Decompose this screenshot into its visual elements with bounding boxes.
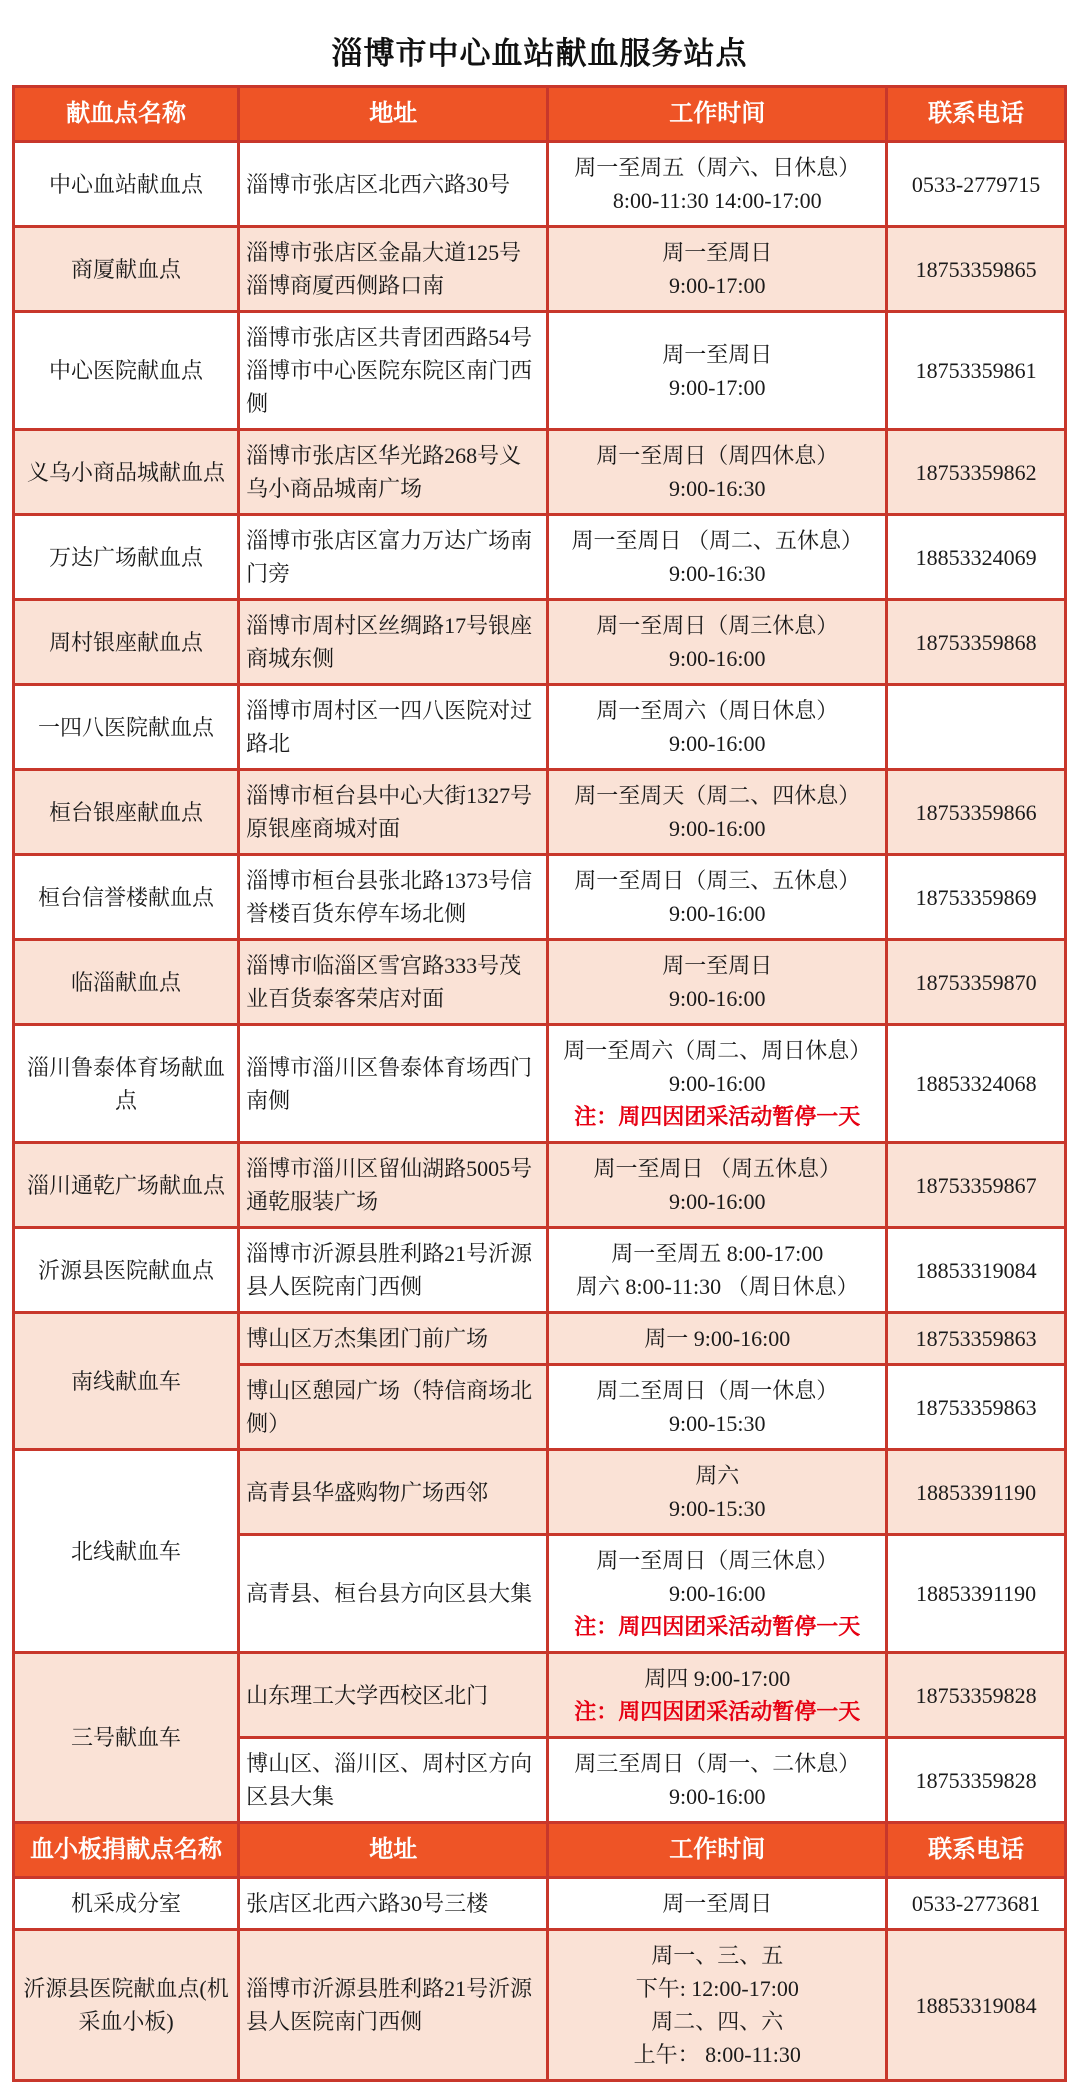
hours-line: 9:00-16:00 xyxy=(668,1581,766,1606)
hours-line: 周一至周日（周四休息） xyxy=(596,443,839,468)
station-name: 义乌小商品城献血点 xyxy=(14,430,239,515)
table-row xyxy=(14,312,1066,430)
hours-line: 周一至周日 xyxy=(662,341,773,367)
hours-line: 9:00-15:30 xyxy=(668,1496,766,1521)
station-hours xyxy=(548,1228,887,1313)
hours-line: 8:00-11:30 14:00-17:00 xyxy=(612,188,822,213)
hours-line: 周一至周日（周三休息） xyxy=(596,1548,839,1573)
header-cell-address: 地址 xyxy=(239,1823,548,1878)
table-row xyxy=(14,1878,1066,1930)
station-name: 一四八医院献血点 xyxy=(14,685,239,770)
station-phone: 18753359867 xyxy=(887,1143,1066,1228)
station-hours xyxy=(548,1878,887,1930)
station-phone: 18853319084 xyxy=(887,1228,1066,1313)
station-address: 张店区北西六路30号三楼 xyxy=(239,1878,548,1930)
header-cell-phone: 联系电话 xyxy=(887,87,1066,142)
station-phone: 18753359862 xyxy=(887,430,1066,515)
station-hours xyxy=(548,142,887,227)
table-row xyxy=(14,1025,1066,1143)
platelet-header-row xyxy=(14,1823,1066,1878)
hours-line: 周一至周日 （周五休息） xyxy=(593,1156,842,1181)
station-address: 淄博市桓台县中心大街1327号原银座商城对面 xyxy=(239,770,548,855)
station-address: 博山区、淄川区、周村区方向区县大集 xyxy=(239,1738,548,1823)
hours-line: 周一至周日 xyxy=(662,1891,773,1916)
station-phone: 18853319084 xyxy=(887,1930,1066,2081)
station-name: 机采成分室 xyxy=(14,1878,239,1930)
hours-line: 9:00-17:00 xyxy=(668,273,766,298)
table-row xyxy=(14,685,1066,770)
station-phone: 18753359869 xyxy=(887,855,1066,940)
station-phone: 18753359868 xyxy=(887,600,1066,685)
hours-line: 周三至周日（周一、二休息） xyxy=(574,1751,861,1776)
hours-line: 9:00-16:30 xyxy=(668,476,766,501)
station-name: 淄川鲁泰体育场献血点 xyxy=(14,1025,239,1143)
station-address: 高青县、桓台县方向区县大集 xyxy=(239,1535,548,1653)
donation-stations-table xyxy=(12,85,1067,2082)
hours-line: 9:00-17:00 xyxy=(668,374,766,400)
table-row xyxy=(14,940,1066,1025)
station-hours xyxy=(548,1653,887,1738)
station-hours xyxy=(548,1738,887,1823)
station-name: 中心血站献血点 xyxy=(14,142,239,227)
station-address: 淄博市临淄区雪宫路333号茂业百货泰客荣店对面 xyxy=(239,940,548,1025)
station-address: 淄博市张店区共青团西路54号淄博市中心医院东院区南门西侧 xyxy=(239,312,548,430)
page-title: 淄博市中心血站献血服务站点 xyxy=(331,36,748,71)
station-address: 淄博市淄川区鲁泰体育场西门南侧 xyxy=(239,1025,548,1143)
station-phone: 18853324069 xyxy=(887,515,1066,600)
station-name: 商厦献血点 xyxy=(14,227,239,312)
table-row xyxy=(14,600,1066,685)
station-name: 万达广场献血点 xyxy=(14,515,239,600)
station-address: 高青县华盛购物广场西邻 xyxy=(239,1450,548,1535)
hours-line: 周一至周日 xyxy=(662,240,773,265)
station-address: 淄博市张店区富力万达广场南门旁 xyxy=(239,515,548,600)
station-address: 淄博市沂源县胜利路21号沂源县人医院南门西侧 xyxy=(239,1930,548,2081)
station-hours xyxy=(548,227,887,312)
station-phone: 18753359861 xyxy=(887,312,1066,430)
hours-line: 9:00-16:00 xyxy=(668,1784,766,1809)
hours-line: 9:00-16:00 xyxy=(668,816,766,841)
station-name: 沂源县医院献血点(机采血小板) xyxy=(14,1930,239,2081)
station-address: 淄博市沂源县胜利路21号沂源县人医院南门西侧 xyxy=(239,1228,548,1313)
station-phone: 18853391190 xyxy=(887,1535,1066,1653)
table-header-row xyxy=(14,87,1066,142)
table-row xyxy=(14,1653,1066,1738)
station-address: 博山区万杰集团门前广场 xyxy=(239,1313,548,1365)
station-address: 淄博市周村区一四八医院对过路北 xyxy=(239,685,548,770)
station-hours xyxy=(548,600,887,685)
station-hours xyxy=(548,940,887,1025)
station-hours xyxy=(548,1535,887,1653)
header-cell-hours: 工作时间 xyxy=(548,1823,887,1878)
table-row xyxy=(14,227,1066,312)
station-hours xyxy=(548,1143,887,1228)
header-cell-hours: 工作时间 xyxy=(548,87,887,142)
hours-line: 9:00-16:00 xyxy=(668,986,766,1011)
hours-line: 9:00-16:30 xyxy=(668,561,766,586)
station-phone: 18753359863 xyxy=(887,1365,1066,1450)
station-phone: 18753359828 xyxy=(887,1653,1066,1738)
hours-line: 9:00-16:00 xyxy=(668,901,766,926)
station-name: 桓台信誉楼献血点 xyxy=(14,855,239,940)
station-hours xyxy=(548,515,887,600)
hours-line: 周六 xyxy=(695,1463,740,1488)
suspension-note: 注：周四因团采活动暂停一天 xyxy=(574,1104,861,1129)
table-row xyxy=(14,1143,1066,1228)
hours-line: 周一至周日（周三休息） xyxy=(596,613,839,638)
hours-line: 周一 9:00-16:00 xyxy=(644,1326,791,1351)
hours-line: 9:00-16:00 xyxy=(668,646,766,671)
station-phone: 0533-2773681 xyxy=(887,1878,1066,1930)
mobile-unit-name: 南线献血车 xyxy=(14,1313,239,1450)
station-address: 山东理工大学西校区北门 xyxy=(239,1653,548,1738)
table-row xyxy=(14,1930,1066,2081)
station-hours xyxy=(548,1450,887,1535)
station-phone: 18753359863 xyxy=(887,1313,1066,1365)
table-row xyxy=(14,770,1066,855)
station-name: 中心医院献血点 xyxy=(14,312,239,430)
station-address: 淄博市张店区金晶大道125号淄博商厦西侧路口南 xyxy=(239,227,548,312)
header-cell-address: 地址 xyxy=(239,87,548,142)
hours-line: 周一至周五 8:00-17:00 xyxy=(611,1241,824,1266)
station-hours xyxy=(548,1930,887,2081)
table-row xyxy=(14,142,1066,227)
table-row xyxy=(14,430,1066,515)
header-cell-name: 献血点名称 xyxy=(14,87,239,142)
hours-line: 周一至周日 （周二、五休息） xyxy=(571,528,864,553)
station-address: 淄博市淄川区留仙湖路5005号通乾服装广场 xyxy=(239,1143,548,1228)
station-address: 淄博市桓台县张北路1373号信誉楼百货东停车场北侧 xyxy=(239,855,548,940)
station-name: 淄川通乾广场献血点 xyxy=(14,1143,239,1228)
station-name: 周村银座献血点 xyxy=(14,600,239,685)
station-hours xyxy=(548,312,887,430)
station-hours xyxy=(548,1313,887,1365)
station-phone: 18753359865 xyxy=(887,227,1066,312)
station-name: 沂源县医院献血点 xyxy=(14,1228,239,1313)
hours-line: 周一至周日（周三、五休息） xyxy=(574,868,861,893)
table-row xyxy=(14,1228,1066,1313)
station-address: 淄博市张店区北西六路30号 xyxy=(239,142,548,227)
hours-line: 周一至周天（周二、四休息） xyxy=(574,783,861,808)
station-hours xyxy=(548,685,887,770)
station-phone: 18753359866 xyxy=(887,770,1066,855)
header-cell-platelet-name: 血小板捐献点名称 xyxy=(14,1823,239,1878)
station-hours xyxy=(548,1025,887,1143)
hours-line: 9:00-16:00 xyxy=(668,1189,766,1214)
station-address: 淄博市周村区丝绸路17号银座商城东侧 xyxy=(239,600,548,685)
table-row xyxy=(14,1313,1066,1365)
hours-line: 9:00-15:30 xyxy=(668,1411,766,1436)
mobile-unit-name: 北线献血车 xyxy=(14,1450,239,1653)
hours-line: 周六 8:00-11:30 （周日休息） xyxy=(575,1274,859,1299)
station-phone: 18853391190 xyxy=(887,1450,1066,1535)
station-hours xyxy=(548,770,887,855)
hours-line: 下午: 12:00-17:00 xyxy=(635,1976,799,2001)
hours-line: 周一至周六（周日休息） xyxy=(596,698,839,723)
hours-line: 9:00-16:00 xyxy=(668,1071,766,1096)
header-cell-phone: 联系电话 xyxy=(887,1823,1066,1878)
hours-line: 周一至周五（周六、日休息） xyxy=(574,155,861,180)
hours-line: 9:00-16:00 xyxy=(668,731,766,756)
suspension-note: 注：周四因团采活动暂停一天 xyxy=(574,1699,861,1724)
mobile-unit-name: 三号献血车 xyxy=(14,1653,239,1823)
station-address: 淄博市张店区华光路268号义乌小商品城南广场 xyxy=(239,430,548,515)
table-row xyxy=(14,1450,1066,1535)
hours-line: 周二、四、六 xyxy=(651,2009,784,2034)
station-phone: 18853324068 xyxy=(887,1025,1066,1143)
station-phone: 18753359870 xyxy=(887,940,1066,1025)
station-hours xyxy=(548,855,887,940)
hours-line: 上午： 8:00-11:30 xyxy=(633,2042,801,2067)
hours-line: 周一至周六（周二、周日休息） xyxy=(563,1038,872,1063)
station-phone: 0533-2779715 xyxy=(887,142,1066,227)
station-phone: 18753359828 xyxy=(887,1738,1066,1823)
station-name: 临淄献血点 xyxy=(14,940,239,1025)
station-hours xyxy=(548,430,887,515)
table-row xyxy=(14,515,1066,600)
hours-line: 周一至周日 xyxy=(662,953,773,978)
station-hours xyxy=(548,1365,887,1450)
suspension-note: 注：周四因团采活动暂停一天 xyxy=(574,1614,861,1639)
station-address: 博山区憩园广场（特信商场北侧） xyxy=(239,1365,548,1450)
hours-line: 周四 9:00-17:00 xyxy=(644,1666,791,1691)
hours-line: 周一、三、五 xyxy=(651,1943,784,1968)
station-name: 桓台银座献血点 xyxy=(14,770,239,855)
table-row xyxy=(14,855,1066,940)
station-phone xyxy=(887,685,1066,770)
hours-line: 周二至周日（周一休息） xyxy=(596,1378,839,1403)
